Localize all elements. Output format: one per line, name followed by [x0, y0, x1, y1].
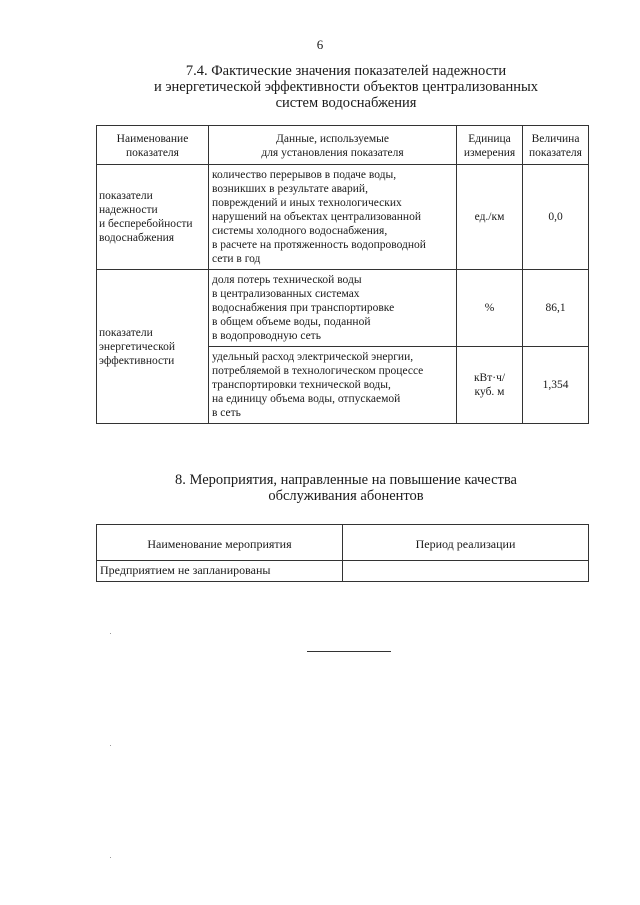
section-7-4-title [96, 63, 596, 111]
closing-rule [307, 651, 391, 652]
indicators-table [96, 125, 589, 424]
table-row [97, 165, 589, 270]
indicator-value: 1,354 [523, 347, 589, 424]
measure-period [343, 561, 589, 582]
header-measure: Наименование мероприятия [97, 525, 343, 561]
title-line: 7.4. Фактические значения показателей надежности [185, 63, 507, 79]
indicator-unit: % [457, 270, 523, 347]
scan-speck [110, 633, 111, 634]
indicator-data: удельный расход электрической энергии, потребляемой в технологическом процессе транспортировки технической воды, на единицу объема воды, отпускаемой в сеть [209, 347, 457, 424]
scan-speck [110, 745, 111, 746]
indicator-value: 0,0 [523, 165, 589, 270]
header-period: Период реализации [343, 525, 589, 561]
indicator-name: показатели энергетической эффективности [97, 270, 209, 424]
indicator-data: доля потерь технической воды в централизованных системах водоснабжения при транспортировке в общем объеме воды, поданной в водопроводную сеть [209, 270, 457, 347]
header-unit: Единица измерения [457, 126, 523, 165]
table-row [97, 561, 589, 582]
table-row [97, 270, 589, 347]
indicator-unit: ед./км [457, 165, 523, 270]
table-header-row [97, 126, 589, 165]
indicator-name: показатели надежности и бесперебойности водоснабжения [97, 165, 209, 270]
page-number: 6 [316, 37, 324, 52]
table-header-row [97, 525, 589, 561]
title-line: обслуживания абонентов [268, 488, 424, 504]
title-line: и энергетической эффективности объектов централизованных [153, 79, 539, 95]
title-line: систем водоснабжения [275, 95, 417, 111]
header-name: Наименование показателя [97, 126, 209, 165]
scan-speck [110, 857, 111, 858]
title-line: 8. Мероприятия, направленные на повышение качества [175, 472, 517, 488]
indicator-unit: кВт·ч/ куб. м [457, 347, 523, 424]
section-8-title [96, 472, 596, 504]
indicator-value: 86,1 [523, 270, 589, 347]
header-value: Величина показателя [523, 126, 589, 165]
measure-name: Предприятием не запланированы [97, 561, 343, 582]
indicator-data: количество перерывов в подаче воды, возникших в результате аварий, повреждений и иных технологических нарушений на объектах централизованной системы холодного водоснабжения, в расчете на протяженность водопроводной сети в год [209, 165, 457, 270]
header-data: Данные, используемые для установления показателя [209, 126, 457, 165]
measures-table [96, 524, 589, 582]
